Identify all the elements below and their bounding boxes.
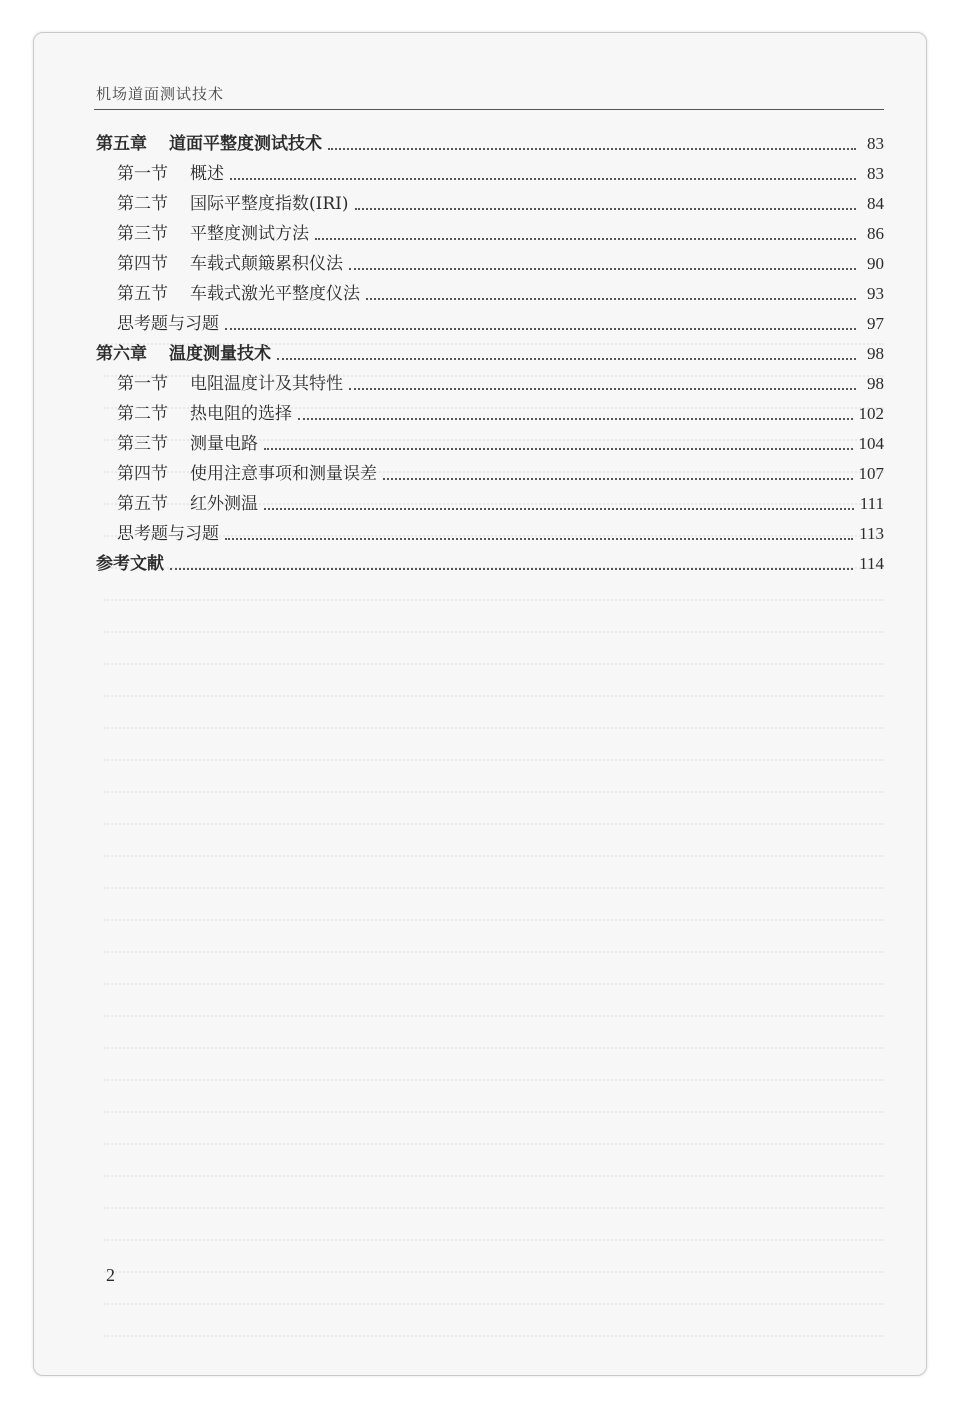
show-through-line (104, 1113, 884, 1145)
dot-leader (264, 448, 853, 450)
toc-entry-label (117, 489, 258, 519)
show-through-line (104, 1017, 884, 1049)
dot-leader (366, 298, 856, 300)
book-page (33, 32, 927, 1376)
toc-entry-label (117, 309, 219, 339)
toc-section-entry (96, 249, 884, 279)
toc-chapter-entry (96, 339, 884, 369)
toc-entry-title: 车载式激光平整度仪法 (190, 284, 360, 304)
toc-entry-page: 104 (858, 434, 884, 453)
toc-entry-page: 113 (859, 524, 884, 543)
toc-entry-title: 参考文献 (96, 554, 164, 574)
show-through-line (104, 761, 884, 793)
show-through-line (104, 697, 884, 729)
toc-entry-page: 98 (867, 344, 884, 363)
toc-entry-title: 概述 (190, 164, 224, 184)
toc-entry-number: 第二节 (117, 194, 168, 214)
show-through-line (104, 1209, 884, 1241)
toc-chapter-entry (96, 129, 884, 159)
toc-entry-number: 第三节 (117, 224, 168, 244)
toc-chapter-entry (96, 549, 884, 579)
toc-section-entry (96, 519, 884, 549)
toc-entry-title: 思考题与习题 (117, 314, 219, 334)
dot-leader (349, 268, 856, 270)
show-through-line (104, 1081, 884, 1113)
toc-entry-number: 第五节 (117, 284, 168, 304)
dot-leader (225, 328, 856, 330)
dot-leader (328, 148, 856, 150)
toc-entry-page: 90 (867, 254, 884, 273)
toc-section-entry (96, 189, 884, 219)
toc-entry-label (117, 159, 224, 189)
page-number: 2 (106, 1265, 115, 1285)
toc-entry-page: 84 (867, 194, 884, 213)
show-through-line (104, 953, 884, 985)
toc-entry-label (117, 279, 360, 309)
show-through-line (104, 793, 884, 825)
toc-entry-number: 第一节 (117, 374, 168, 394)
toc-entry-number: 第一节 (117, 164, 168, 184)
toc-entry-page: 102 (858, 404, 884, 423)
toc-entry-label (117, 459, 377, 489)
toc-entry-number: 第四节 (117, 464, 168, 484)
dot-leader (230, 178, 856, 180)
table-of-contents (96, 129, 884, 579)
show-through-line (104, 921, 884, 953)
toc-entry-number: 第三节 (117, 434, 168, 454)
show-through-line (104, 1273, 884, 1305)
dot-leader (355, 208, 857, 210)
toc-entry-title: 红外测温 (190, 494, 258, 514)
toc-entry-label (96, 549, 164, 579)
show-through-line (104, 1145, 884, 1177)
toc-section-entry (96, 399, 884, 429)
toc-entry-label (117, 519, 219, 549)
dot-leader (315, 238, 856, 240)
toc-section-entry (96, 309, 884, 339)
toc-entry-number: 第二节 (117, 404, 168, 424)
toc-entry-page: 86 (867, 224, 884, 243)
dot-leader (264, 508, 854, 510)
show-through-line (104, 729, 884, 761)
show-through-line (104, 633, 884, 665)
toc-entry-page: 114 (859, 554, 884, 573)
toc-entry-title: 车载式颠簸累积仪法 (190, 254, 343, 274)
toc-entry-title: 热电阻的选择 (190, 404, 292, 424)
toc-section-entry (96, 219, 884, 249)
dot-leader (170, 568, 853, 570)
toc-entry-label (117, 189, 349, 219)
toc-entry-label (117, 429, 258, 459)
toc-entry-title: 国际平整度指数(IRI) (190, 194, 349, 214)
toc-entry-number: 第五节 (117, 494, 168, 514)
toc-entry-title: 使用注意事项和测量误差 (190, 464, 377, 484)
toc-section-entry (96, 489, 884, 519)
toc-section-entry (96, 159, 884, 189)
toc-entry-title: 电阻温度计及其特性 (190, 374, 343, 394)
toc-entry-page: 83 (867, 134, 884, 153)
toc-entry-title: 测量电路 (190, 434, 258, 454)
toc-entry-label (117, 219, 309, 249)
toc-entry-label (96, 339, 271, 369)
dot-leader (277, 358, 856, 360)
show-through-line (104, 1049, 884, 1081)
toc-entry-number: 第六章 (96, 344, 147, 364)
header-rule (94, 109, 884, 110)
dot-leader (298, 418, 853, 420)
show-through-line (104, 601, 884, 633)
show-through-line (104, 985, 884, 1017)
show-through-line (104, 857, 884, 889)
toc-entry-page: 93 (867, 284, 884, 303)
toc-entry-page: 98 (867, 374, 884, 393)
show-through-line (104, 889, 884, 921)
toc-entry-page: 111 (859, 494, 884, 513)
show-through-line (104, 1177, 884, 1209)
dot-leader (225, 538, 853, 540)
toc-entry-page: 83 (867, 164, 884, 183)
toc-entry-title: 温度测量技术 (169, 344, 271, 364)
show-through-line (104, 665, 884, 697)
toc-entry-label (117, 249, 343, 279)
dot-leader (383, 478, 853, 480)
toc-section-entry (96, 369, 884, 399)
toc-entry-page: 97 (867, 314, 884, 333)
toc-entry-title: 道面平整度测试技术 (169, 134, 322, 154)
dot-leader (349, 388, 856, 390)
toc-entry-label (117, 369, 343, 399)
toc-section-entry (96, 429, 884, 459)
toc-entry-title: 思考题与习题 (117, 524, 219, 544)
toc-entry-page: 107 (858, 464, 884, 483)
show-through-line (104, 825, 884, 857)
running-header: 机场道面测试技术 (96, 85, 225, 103)
toc-section-entry (96, 279, 884, 309)
toc-entry-title: 平整度测试方法 (190, 224, 309, 244)
toc-entry-label (117, 399, 292, 429)
show-through-line (104, 1305, 884, 1337)
toc-entry-number: 第五章 (96, 134, 147, 154)
toc-section-entry (96, 459, 884, 489)
toc-entry-number: 第四节 (117, 254, 168, 274)
show-through-line (104, 1241, 884, 1273)
toc-entry-label (96, 129, 322, 159)
